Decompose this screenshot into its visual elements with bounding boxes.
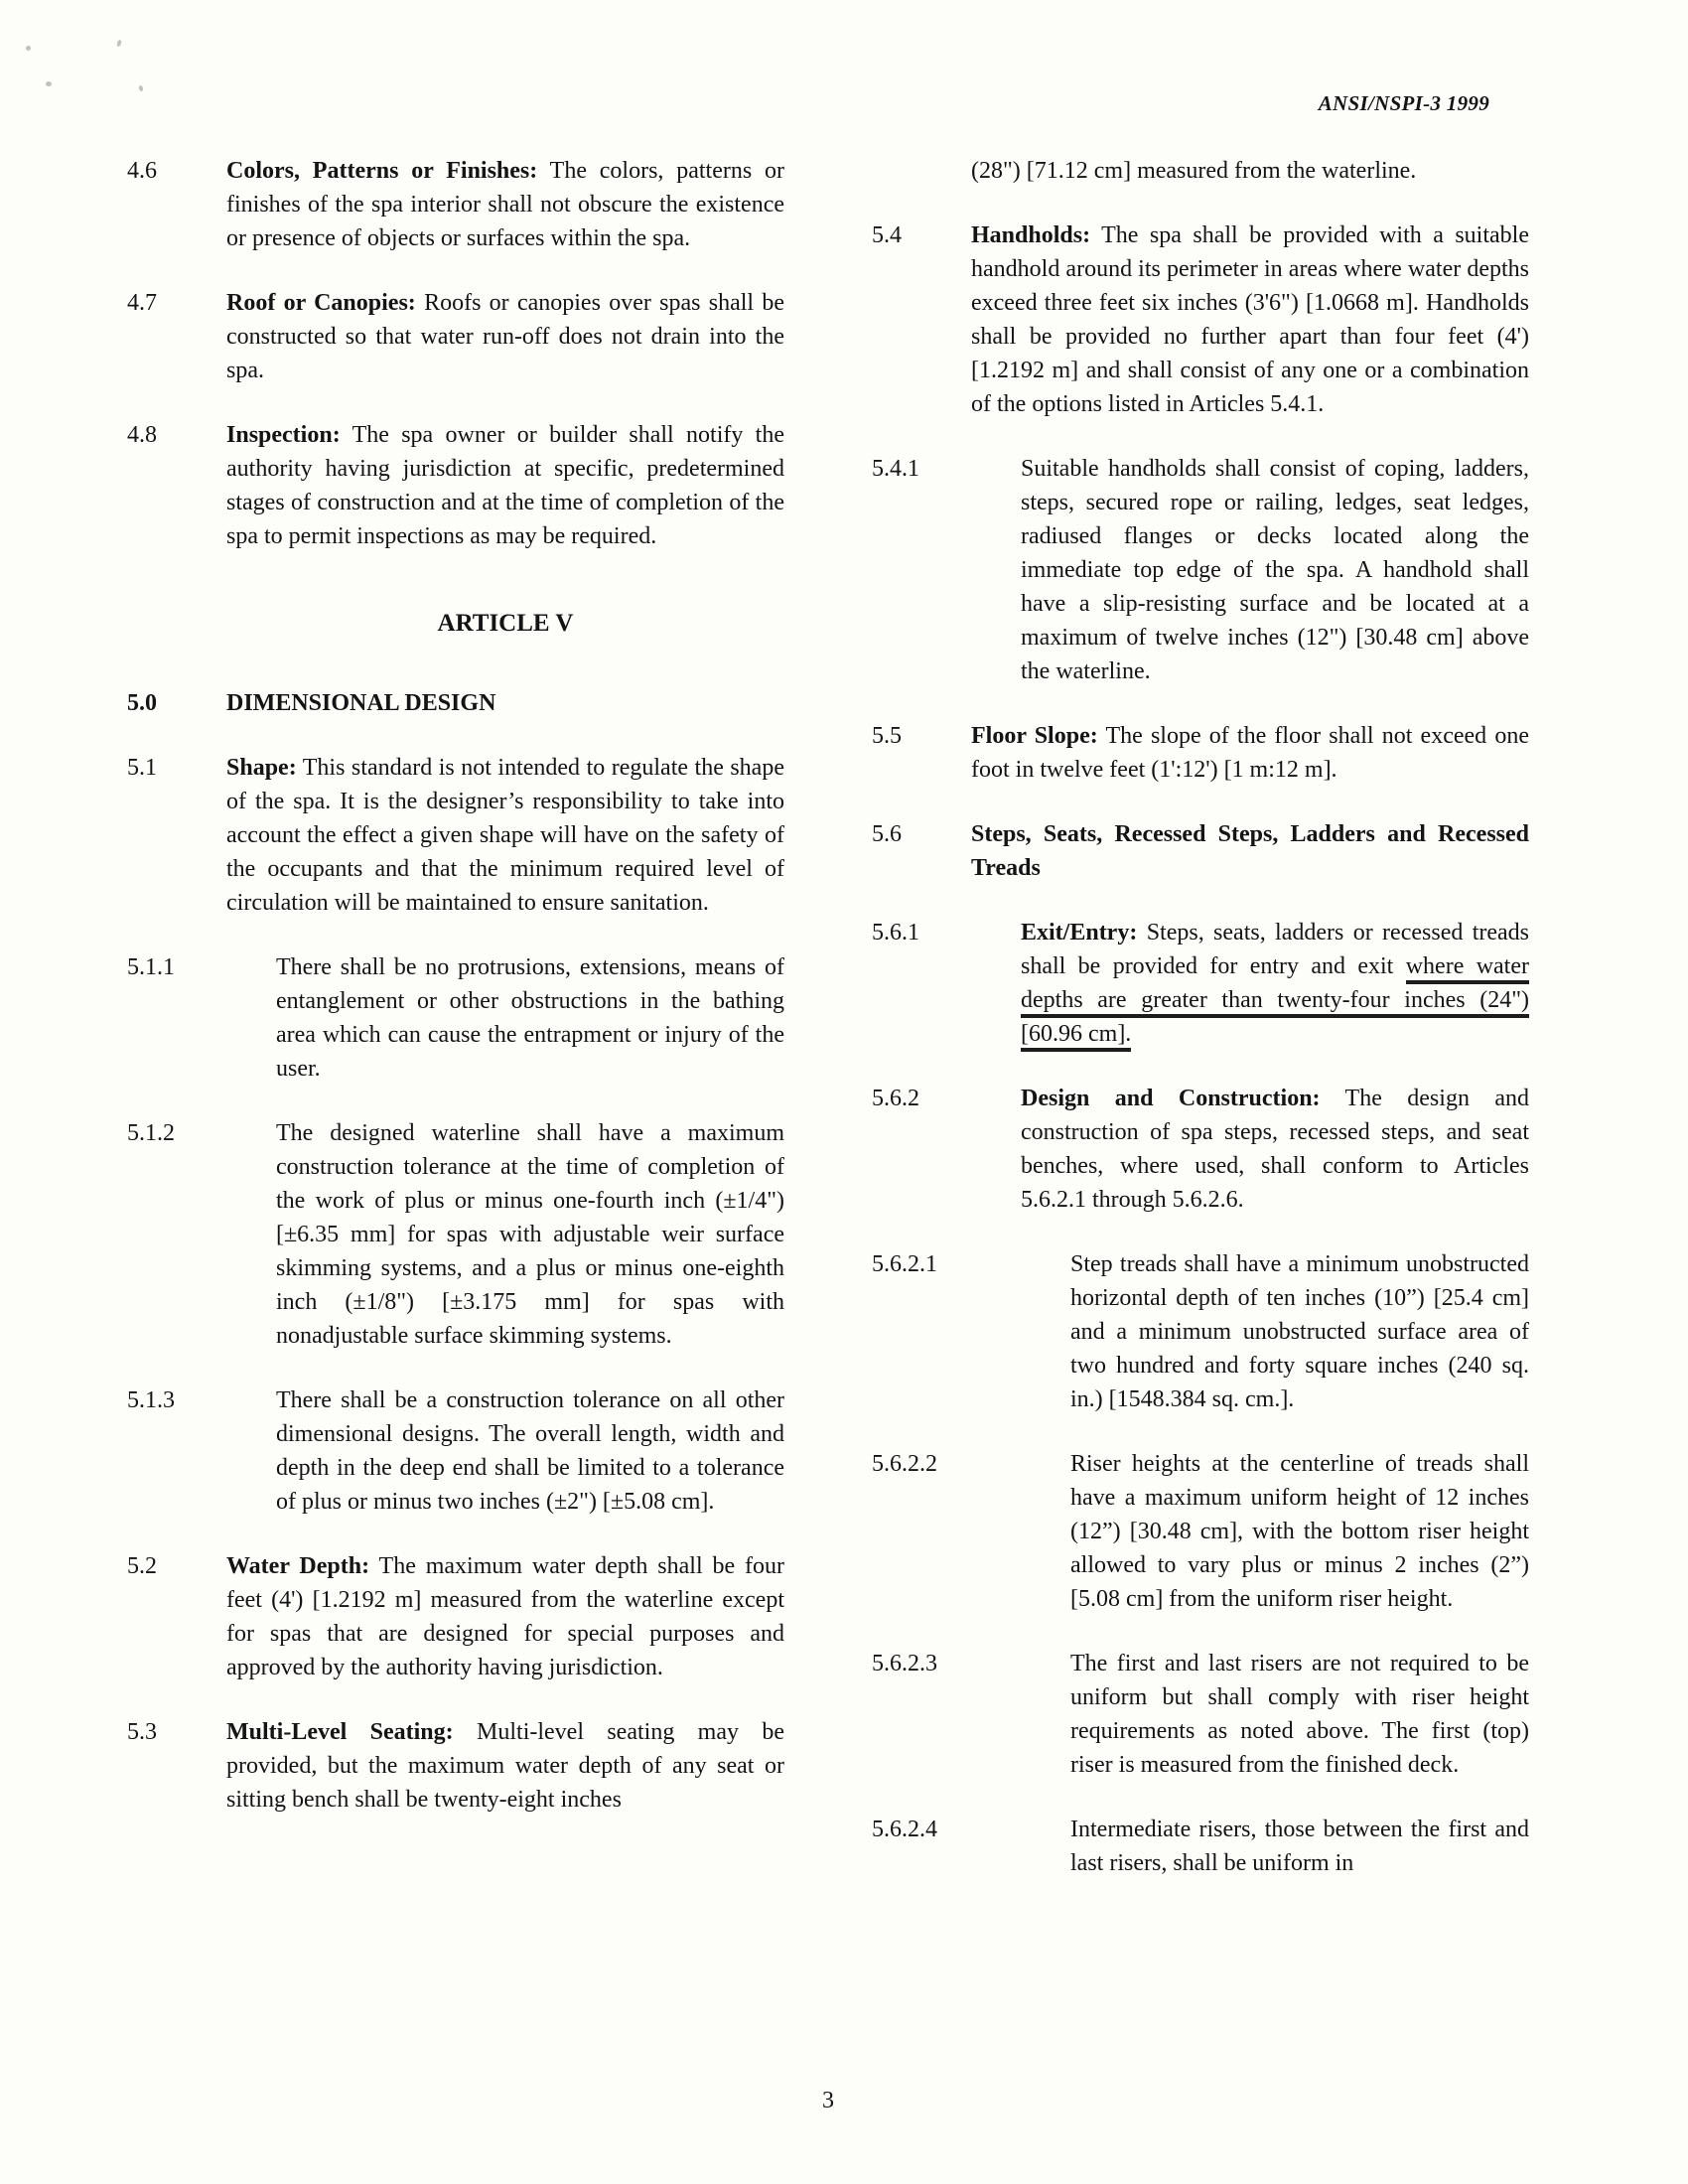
section-item <box>872 218 1529 421</box>
section-body <box>226 1715 784 1817</box>
section-number: 5.0 <box>127 690 157 716</box>
section-number: 5.5 <box>872 723 902 749</box>
section-body <box>226 418 784 553</box>
section-body <box>1021 452 1529 688</box>
section-label: Water Depth: <box>226 1553 370 1579</box>
section-label: Steps, Seats, Recessed Steps, Ladders and Recessed Treads <box>971 821 1529 881</box>
section-item <box>127 751 784 920</box>
section-text: The slope of the floor shall not exceed one foot in twelve feet (1':12') [1 m:12 m]. <box>971 723 1529 783</box>
pen-mark <box>26 46 31 51</box>
section-label: Design and Construction: <box>1021 1086 1321 1111</box>
section-label: Inspection: <box>226 422 341 448</box>
section-body <box>1070 1813 1529 1880</box>
section-number: 5.6.2 <box>872 1086 919 1111</box>
section-item <box>127 286 784 387</box>
section-text: The maximum water depth shall be four feet (4') [1.2192 m] measured from the waterline except for spas that are designed for special purposes and approved by the authority having jurisdiction. <box>226 1553 784 1680</box>
section-label: Shape: <box>226 755 297 781</box>
section-text: Riser heights at the centerline of treads shall have a maximum uniform height of 12 inches (12”) [30.48 cm], with the bottom riser height allowed to vary plus or minus 2 inches (2”) [5.08 cm] from the uniform riser height. <box>1070 1451 1529 1612</box>
section-item <box>127 1715 784 1817</box>
section-item <box>127 418 784 553</box>
section-number: 5.2 <box>127 1553 157 1579</box>
pen-mark <box>116 40 122 48</box>
standard-reference: ANSI/NSPI-3 1999 <box>1318 91 1489 115</box>
section-label: Exit/Entry: <box>1021 920 1138 946</box>
section-text: Suitable handholds shall consist of coping, ladders, steps, secured rope or railing, ledges, seat ledges, radiused flanges or decks located along the immediate top edge of the spa. A handhold shall have a slip-resisting surface and be located at a maximum of twelve inches (12") [30.48 cm] above the waterline. <box>1021 456 1529 684</box>
section-body <box>971 719 1529 787</box>
section-body <box>1021 916 1529 1051</box>
section-item <box>872 817 1529 885</box>
section-item <box>127 1549 784 1684</box>
section-text: The design and construction of spa steps, recessed steps, and seat benches, where used, shall conform to Articles 5.6.2.1 through 5.6.2.6. <box>1021 1086 1530 1213</box>
left-column <box>127 154 784 1847</box>
page-content <box>127 91 1529 1911</box>
section-number <box>872 154 971 188</box>
section-body <box>1070 1647 1529 1782</box>
section-label: Handholds: <box>971 222 1091 248</box>
section-body <box>971 218 1529 421</box>
section-item <box>872 1647 1529 1782</box>
section-text: There shall be no protrusions, extensions, means of entanglement or other obstructions in the bathing area which can cause the entrapment or injury of the user. <box>276 954 784 1082</box>
section-number: 5.6 <box>872 821 902 847</box>
section-item <box>872 916 1529 1051</box>
section-text: (28") [71.12 cm] measured from the waterline. <box>971 158 1417 184</box>
section-text: The first and last risers are not required to be uniform but shall comply with riser height requirements as noted above. The first (top) riser is measured from the finished deck. <box>1070 1651 1529 1778</box>
section-number: 5.1 <box>127 755 157 781</box>
section-item <box>127 1383 784 1519</box>
section-number: 5.1.3 <box>127 1387 175 1413</box>
page-header <box>127 91 1529 116</box>
section-body <box>1070 1447 1529 1616</box>
section-body <box>1070 1247 1529 1416</box>
article-heading-text: ARTICLE V <box>437 610 574 637</box>
section-label: DIMENSIONAL DESIGN <box>226 690 496 716</box>
section-number: 5.6.2.1 <box>872 1251 937 1277</box>
section-text: There shall be a construction tolerance on all other dimensional designs. The overall length, width and depth in the deep end shall be limited to a tolerance of plus or minus two inches (±2") [±5.08 cm]. <box>276 1387 784 1515</box>
section-text: The colors, patterns or finishes of the spa interior shall not obscure the existence or presence of objects or surfaces within the spa. <box>226 158 784 251</box>
article-heading <box>226 607 784 641</box>
section-number: 5.1.1 <box>127 954 175 980</box>
section-body <box>226 1549 784 1684</box>
section-body <box>971 154 1529 188</box>
section-item <box>127 950 784 1086</box>
page-footer <box>127 2088 1529 2114</box>
section-item <box>872 1247 1529 1416</box>
section-number: 5.6.1 <box>872 920 919 946</box>
section-body <box>276 1383 784 1519</box>
section-number: 5.6.2.2 <box>872 1451 937 1477</box>
section-number: 4.6 <box>127 158 157 184</box>
section-item <box>127 686 784 720</box>
section-body <box>226 751 784 920</box>
section-label: Roof or Canopies: <box>226 290 416 316</box>
section-text: Step treads shall have a minimum unobstructed horizontal depth of ten inches (10”) [25.4 cm] and a minimum unobstructed surface area of two hundred and forty square inches (240 sq. in.) [1548.384 sq. cm.]. <box>1070 1251 1529 1412</box>
section-label: Multi-Level Seating: <box>226 1719 454 1745</box>
section-item <box>872 719 1529 787</box>
section-item <box>127 1116 784 1353</box>
section-label: Floor Slope: <box>971 723 1098 749</box>
right-column <box>872 154 1529 1911</box>
section-item <box>872 154 1529 188</box>
section-item <box>872 1082 1529 1217</box>
section-body <box>276 1116 784 1353</box>
section-number: 5.4 <box>872 222 902 248</box>
section-number: 4.7 <box>127 290 157 316</box>
pen-mark <box>46 81 52 86</box>
section-number: 4.8 <box>127 422 157 448</box>
section-body <box>971 817 1529 885</box>
section-text: Intermediate risers, those between the first and last risers, shall be uniform in <box>1070 1817 1529 1876</box>
section-text: Multi-level seating may be provided, but the maximum water depth of any seat or sitting bench shall be twenty-eight inches <box>226 1719 784 1813</box>
page-number: 3 <box>822 2088 834 2113</box>
section-body <box>226 286 784 387</box>
section-number: 5.6.2.4 <box>872 1817 937 1842</box>
section-item <box>127 154 784 255</box>
section-text: The designed waterline shall have a maximum construction tolerance at the time of completion of the work of plus or minus one-fourth inch (±1/4") [±6.35 mm] for spas with adjustable weir surface skimming systems, and a plus or minus one-eighth inch (±1/8") [±3.175 mm] for spas with nonadjustable surface skimming systems. <box>276 1120 784 1349</box>
section-number: 5.6.2.3 <box>872 1651 937 1676</box>
section-text: The spa shall be provided with a suitable handhold around its perimeter in areas where water depths exceed three feet six inches (3'6") [1.0668 m]. Handholds shall be provided no further apart than four feet (4') [1.2192 m] and shall consist of any one or a combination of the options listed in Articles 5.4.1. <box>971 222 1529 417</box>
section-item <box>872 452 1529 688</box>
section-body <box>1021 1082 1529 1217</box>
section-text: Roofs or canopies over spas shall be constructed so that water run-off does not drain into the spa. <box>226 290 784 383</box>
section-number: 5.1.2 <box>127 1120 175 1146</box>
section-text: The spa owner or builder shall notify the authority having jurisdiction at specific, predetermined stages of construction and at the time of completion of the spa to permit inspections as may be required. <box>226 422 784 549</box>
section-item <box>872 1447 1529 1616</box>
section-text: This standard is not intended to regulate the shape of the spa. It is the designer’s responsibility to take into account the effect a given shape will have on the safety of the occupants and that the minimum required level of circulation will be maintained to ensure sanitation. <box>226 755 784 916</box>
section-item <box>872 1813 1529 1880</box>
section-body <box>276 950 784 1086</box>
hand-underlined-text: where water depths are greater than twenty-four inches (24") [60.96 cm]. <box>1021 953 1529 1052</box>
section-body <box>226 686 784 720</box>
section-body <box>226 154 784 255</box>
section-label: Colors, Patterns or Finishes: <box>226 158 538 184</box>
section-number: 5.3 <box>127 1719 157 1745</box>
two-column-layout <box>127 154 1529 1911</box>
section-number: 5.4.1 <box>872 456 919 482</box>
section-text: Steps, seats, ladders or recessed treads shall be provided for entry and exit <box>1021 920 1530 979</box>
